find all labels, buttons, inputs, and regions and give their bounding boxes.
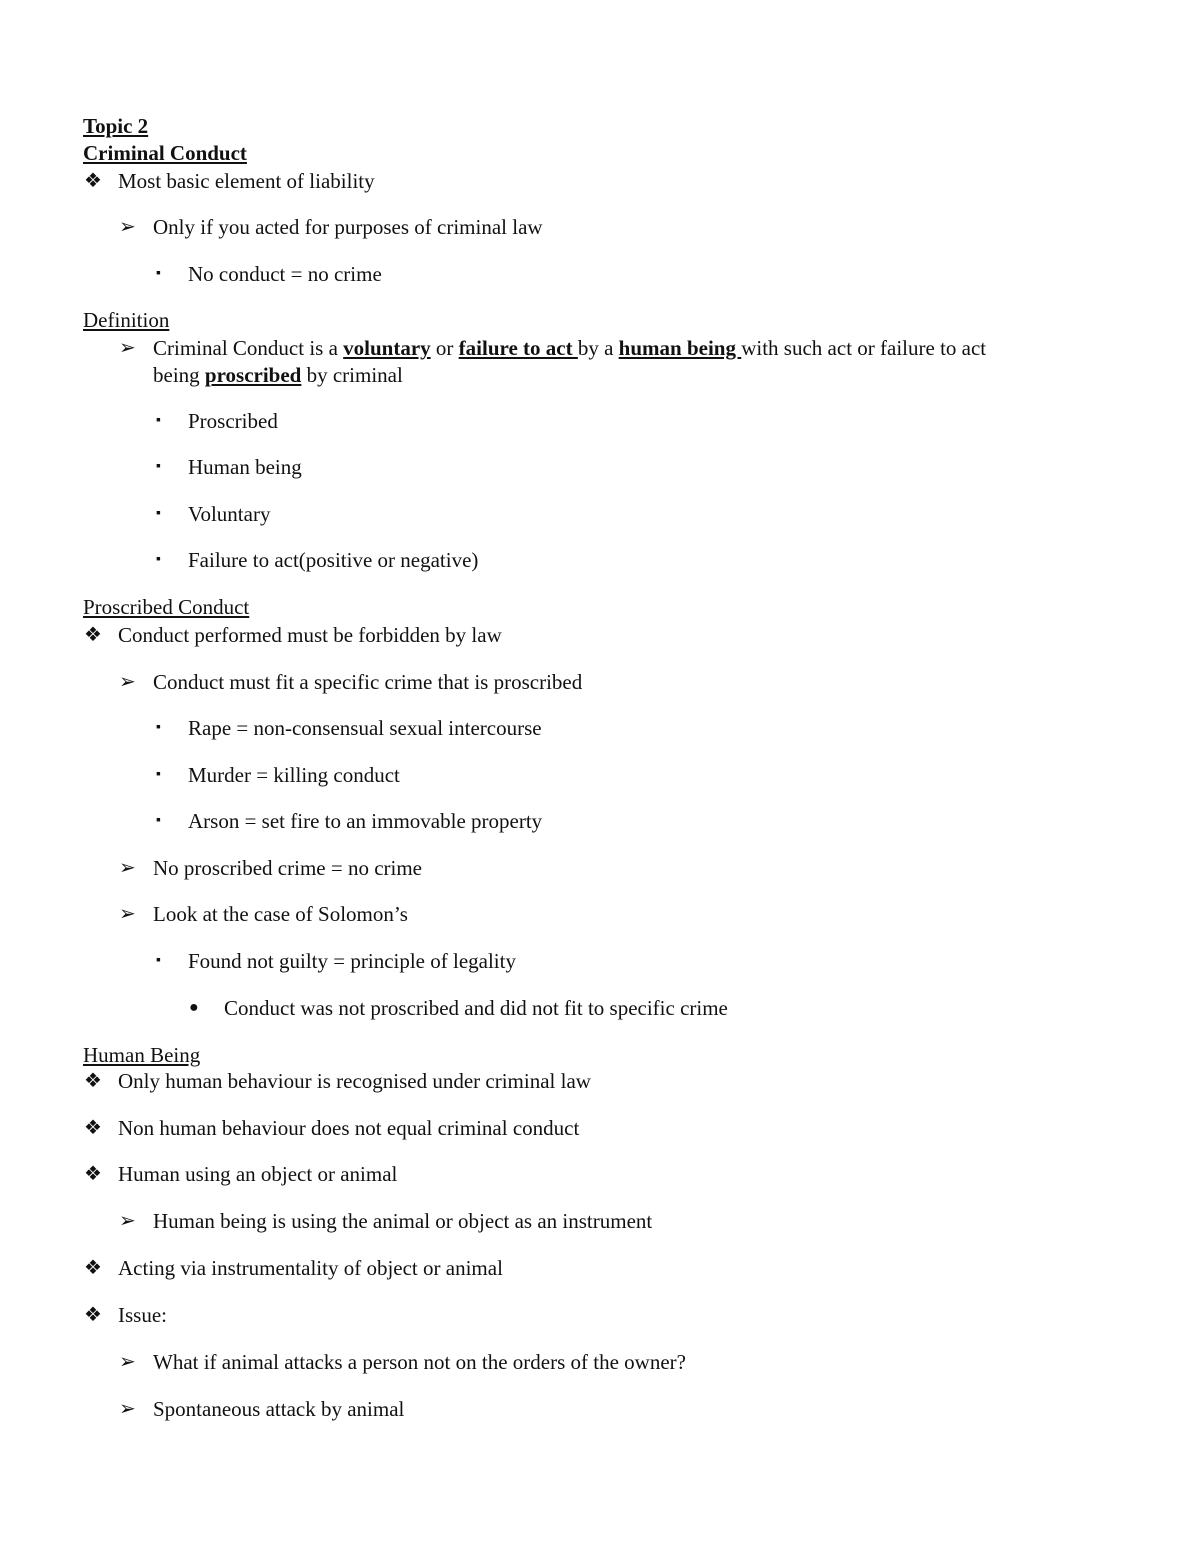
square-bullet-icon: ▪ bbox=[156, 953, 161, 968]
topic-number: Topic 2 bbox=[83, 114, 149, 138]
diamond-bullet-icon: ❖ bbox=[84, 1163, 102, 1185]
term-human-being: human being bbox=[618, 336, 742, 360]
list-item: Only if you acted for purposes of criminal law bbox=[153, 215, 543, 239]
section-heading-proscribed: Proscribed Conduct bbox=[83, 595, 250, 619]
list-item: Voluntary bbox=[188, 502, 271, 526]
square-bullet-icon: ▪ bbox=[156, 266, 161, 281]
list-item: Murder = killing conduct bbox=[188, 763, 400, 787]
list-item: No conduct = no crime bbox=[188, 262, 382, 286]
list-item: Rape = non-consensual sexual intercourse bbox=[188, 716, 542, 740]
list-item: Human being is using the animal or object as an instrument bbox=[153, 1209, 653, 1233]
diamond-bullet-icon: ❖ bbox=[84, 624, 102, 646]
list-item: Look at the case of Solomon’s bbox=[153, 902, 408, 926]
diamond-bullet-icon: ❖ bbox=[84, 1304, 102, 1326]
square-bullet-icon: ▪ bbox=[156, 767, 161, 782]
list-item: Spontaneous attack by animal bbox=[153, 1397, 405, 1421]
list-item: What if animal attacks a person not on the orders of the owner? bbox=[153, 1350, 686, 1374]
term-failure-to-act: failure to act bbox=[458, 336, 578, 360]
arrow-bullet-icon: ➢ bbox=[119, 857, 136, 879]
list-item: Conduct must fit a specific crime that is proscribed bbox=[153, 670, 583, 694]
diamond-bullet-icon: ❖ bbox=[84, 1070, 102, 1092]
arrow-bullet-icon: ➢ bbox=[119, 1351, 136, 1373]
arrow-bullet-icon: ➢ bbox=[119, 671, 136, 693]
list-item: Proscribed bbox=[188, 409, 278, 433]
arrow-bullet-icon: ➢ bbox=[119, 337, 136, 359]
definition-sentence: Criminal Conduct is a voluntary or failure to act by a human being with such act or failure to act bbox=[153, 336, 987, 360]
diamond-bullet-icon: ❖ bbox=[84, 1117, 102, 1139]
square-bullet-icon: ▪ bbox=[156, 813, 161, 828]
list-item: Human being bbox=[188, 455, 302, 479]
section-heading-human-being: Human Being bbox=[83, 1043, 201, 1067]
list-item: Issue: bbox=[118, 1303, 167, 1327]
dot-bullet-icon: ● bbox=[189, 999, 199, 1016]
arrow-bullet-icon: ➢ bbox=[119, 1398, 136, 1420]
square-bullet-icon: ▪ bbox=[156, 413, 161, 428]
definition-sentence-cont: being proscribed by criminal bbox=[153, 363, 403, 387]
diamond-bullet-icon: ❖ bbox=[84, 170, 102, 192]
arrow-bullet-icon: ➢ bbox=[119, 1210, 136, 1232]
list-item: Acting via instrumentality of object or animal bbox=[118, 1256, 503, 1280]
list-item: Non human behaviour does not equal criminal conduct bbox=[118, 1116, 580, 1140]
list-item: Conduct was not proscribed and did not fit to specific crime bbox=[224, 996, 728, 1020]
arrow-bullet-icon: ➢ bbox=[119, 216, 136, 238]
list-item: Most basic element of liability bbox=[118, 169, 375, 193]
section-heading-definition: Definition bbox=[83, 308, 170, 332]
square-bullet-icon: ▪ bbox=[156, 459, 161, 474]
square-bullet-icon: ▪ bbox=[156, 552, 161, 567]
list-item: Failure to act(positive or negative) bbox=[188, 548, 479, 572]
list-item: Found not guilty = principle of legality bbox=[188, 949, 516, 973]
term-voluntary: voluntary bbox=[343, 336, 431, 360]
diamond-bullet-icon: ❖ bbox=[84, 1257, 102, 1279]
topic-title: Criminal Conduct bbox=[83, 141, 247, 165]
square-bullet-icon: ▪ bbox=[156, 720, 161, 735]
square-bullet-icon: ▪ bbox=[156, 506, 161, 521]
list-item: Conduct performed must be forbidden by law bbox=[118, 623, 502, 647]
list-item: Only human behaviour is recognised under criminal law bbox=[118, 1069, 591, 1093]
list-item: No proscribed crime = no crime bbox=[153, 856, 423, 880]
list-item: Human using an object or animal bbox=[118, 1162, 398, 1186]
term-proscribed: proscribed bbox=[204, 363, 302, 387]
list-item: Arson = set fire to an immovable property bbox=[188, 809, 543, 833]
arrow-bullet-icon: ➢ bbox=[119, 903, 136, 925]
